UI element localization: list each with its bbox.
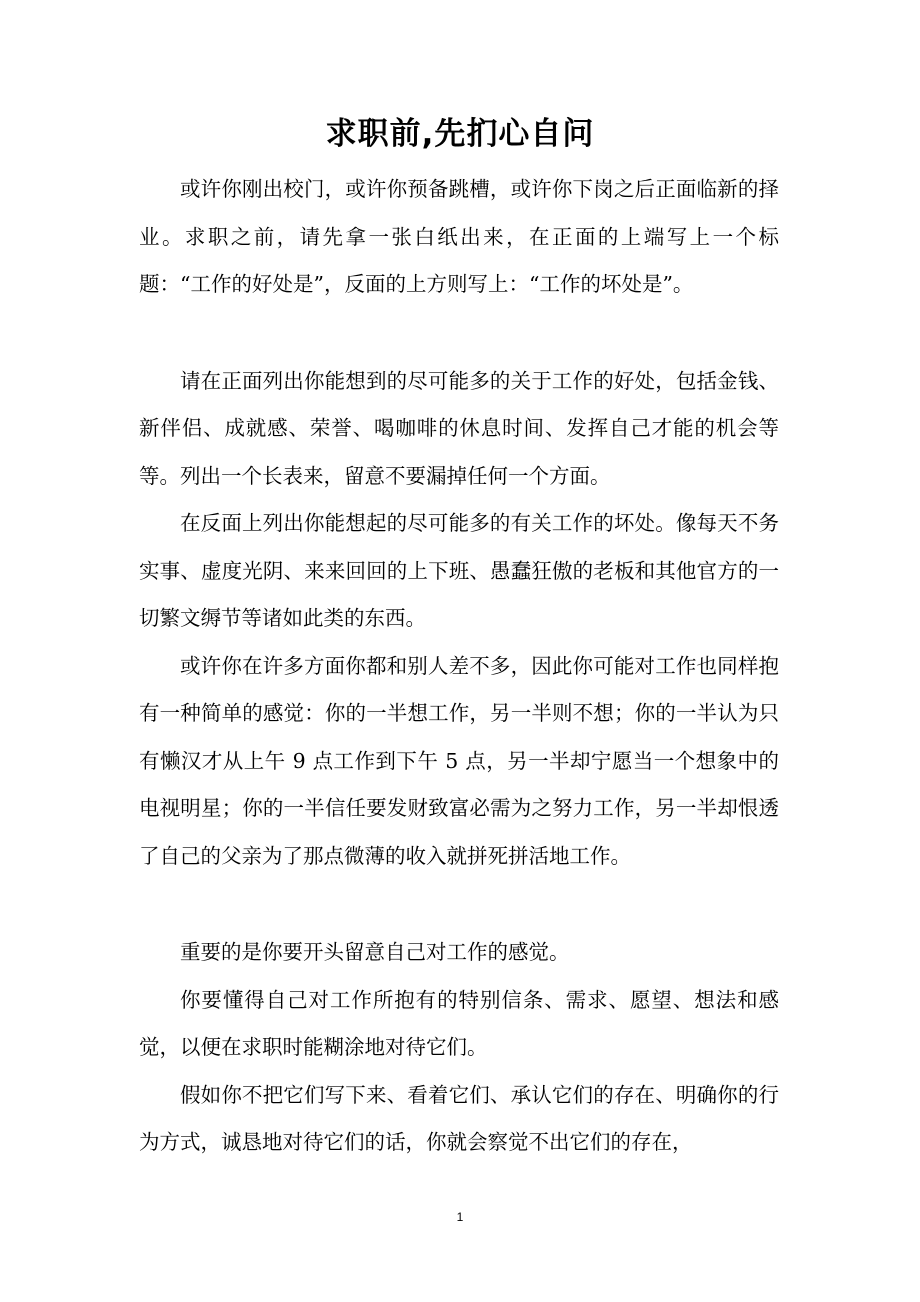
paragraph-7: 假如你不把它们写下来、看着它们、承认它们的存在、明确你的行为方式，诚恳地对待它们的话，你就会察觉不出它们的存在， (139, 1082, 779, 1154)
page-number: 1 (456, 1210, 464, 1224)
paragraph-1: 或许你刚出校门，或许你预备跳槽，或许你下岗之后正面临新的择业。求职之前，请先拿一张白纸出来，在正面的上端写上一个标题：“工作的好处是”，反面的上方则写上：“工作的坏处是”。 (139, 177, 779, 296)
paragraph-gap (139, 880, 779, 929)
paragraph-5: 重要的是你要开头留意自己对工作的感觉。 (180, 940, 570, 964)
paragraph-6: 你要懂得自己对工作所抱有的特别信条、需求、愿望、想法和感觉，以便在求职时能糊涂地对待它们。 (139, 987, 779, 1059)
paragraph-2: 请在正面列出你能想到的尽可能多的关于工作的好处，包括金钱、新伴侣、成就感、荣誉、喝咖啡的休息时间、发挥自己才能的机会等等。列出一个长表来，留意不要漏掉任何一个方面。 (139, 368, 779, 488)
paragraph-3: 在反面上列出你能想起的尽可能多的有关工作的坏处。像每天不务实事、虚度光阴、来来回回的上下班、愚蠢狂傲的老板和其他官方的一切繁文缛节等诸如此类的东西。 (139, 511, 779, 630)
paragraph-4: 或许你在许多方面你都和别人差不多，因此你可能对工作也同样抱有一种简单的感觉：你的一半想工作，另一半则不想；你的一半认为只有懒汉才从上午 9 点工作到下午 5 点，另一半却宁愿当一个想象中的电视明星；你的一半信任要发财致富必需为之努力工作，另一半却恨透了自己的父亲为了那点微薄的收入就拼死拼活地工作。 (139, 653, 779, 868)
paragraph-gap (139, 309, 779, 358)
document-title: 求职前,先扪心自问 (325, 116, 595, 152)
document-body (139, 166, 779, 1167)
